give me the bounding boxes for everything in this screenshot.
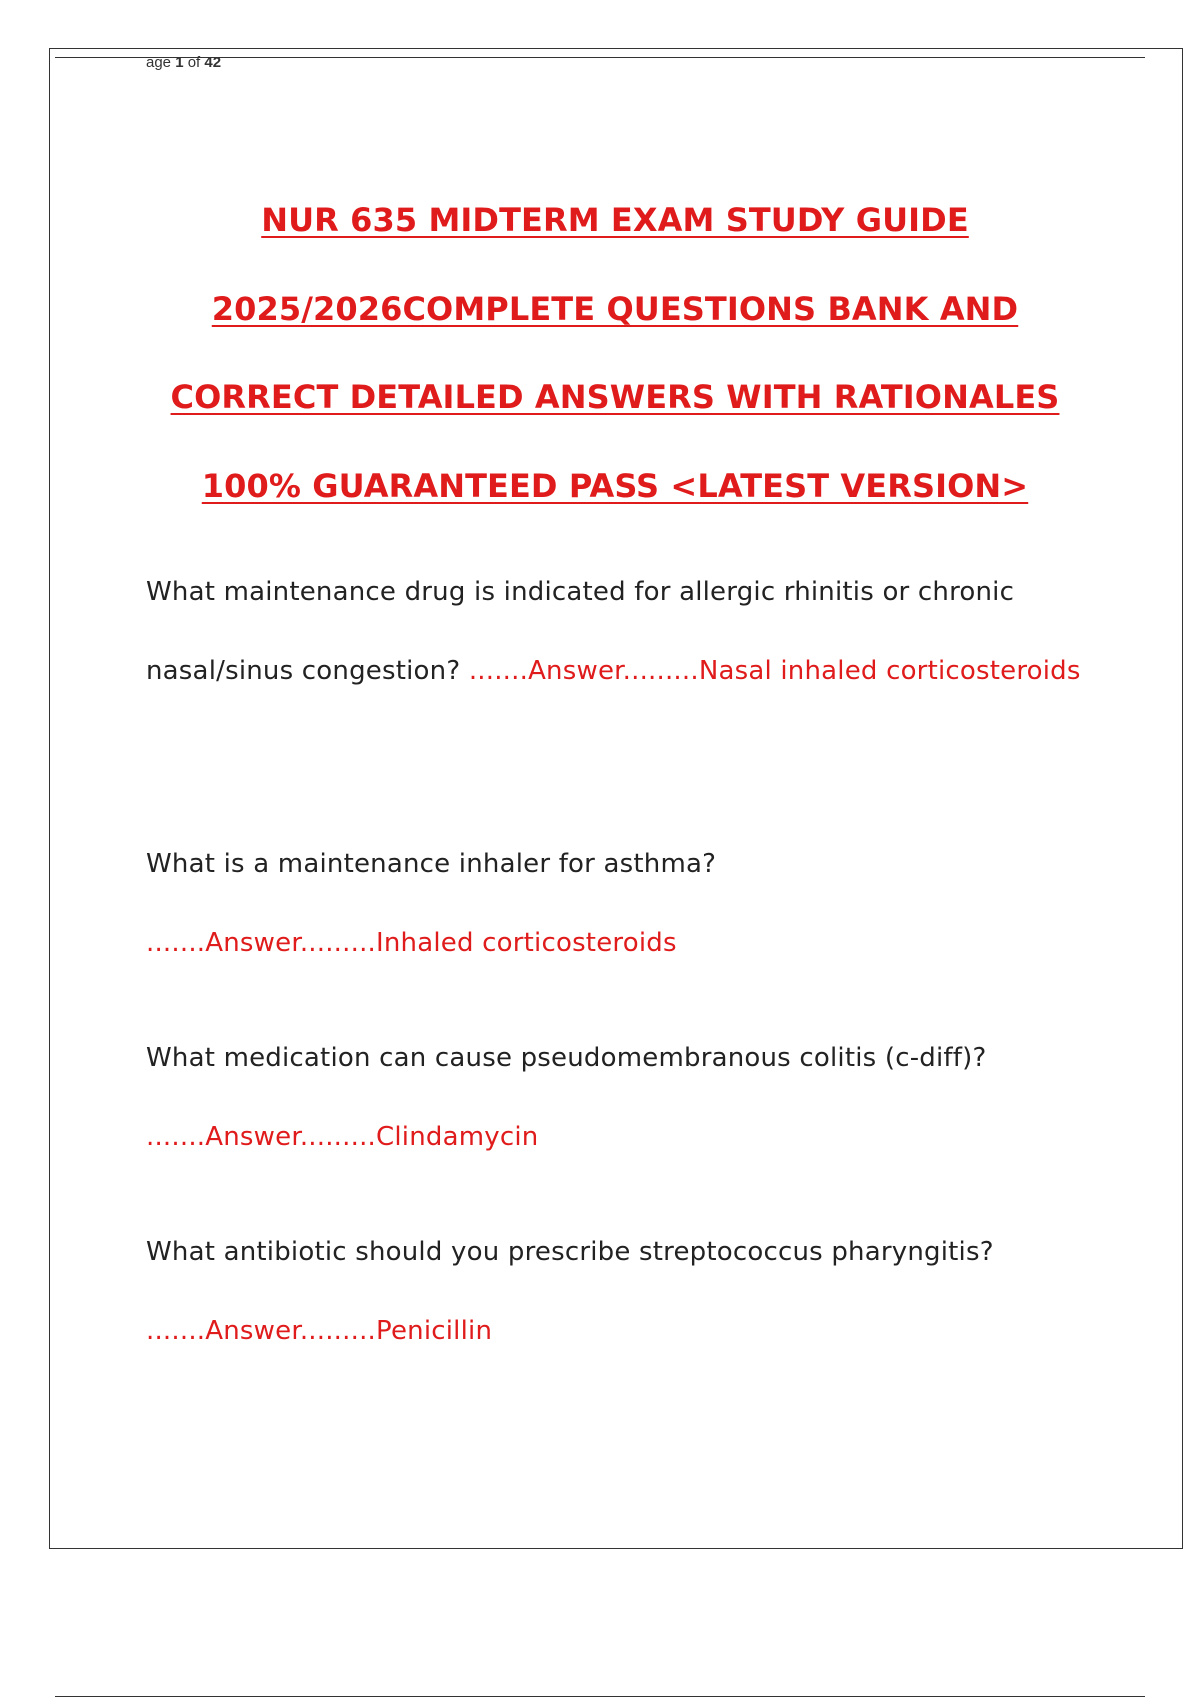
- question-text: What antibiotic should you prescribe streptococcus pharyngitis?: [146, 1237, 994, 1267]
- page-number-current: 1: [175, 54, 184, 71]
- question-text: What medication can cause pseudomembranous colitis (c-diff)?: [146, 1043, 987, 1073]
- answer-text: .......Answer.........Penicillin: [146, 1316, 493, 1346]
- title-line-1: NUR 635 MIDTERM EXAM STUDY GUIDE: [261, 201, 969, 239]
- qa-item-1: [146, 553, 1086, 711]
- document-title: [80, 176, 1150, 530]
- answer-text: .......Answer.........Clindamycin: [146, 1122, 539, 1152]
- qa-item-4: [146, 1213, 1086, 1371]
- answer-text: .......Answer.........Inhaled corticosteroids: [146, 928, 677, 958]
- page-number-prefix: age: [146, 54, 176, 71]
- question-text: What maintenance drug is indicated for allergic rhinitis or chronic nasal/sinus congestion?: [146, 577, 1015, 686]
- bottom-rule: [55, 1696, 1145, 1697]
- question-text: What is a maintenance inhaler for asthma?: [146, 849, 717, 879]
- page-number: [146, 54, 221, 72]
- page-number-of: of: [183, 54, 205, 71]
- qa-item-2: [146, 825, 1086, 983]
- answer-text: .......Answer.........Nasal inhaled corticosteroids: [468, 656, 1081, 686]
- title-line-4: 100% GUARANTEED PASS <LATEST VERSION>: [201, 466, 1029, 505]
- page-number-total: 42: [204, 54, 222, 71]
- qa-item-3: [146, 1019, 1086, 1177]
- title-line-3: CORRECT DETAILED ANSWERS WITH RATIONALES: [170, 378, 1060, 416]
- title-line-2: 2025/2026COMPLETE QUESTIONS BANK AND: [211, 289, 1019, 328]
